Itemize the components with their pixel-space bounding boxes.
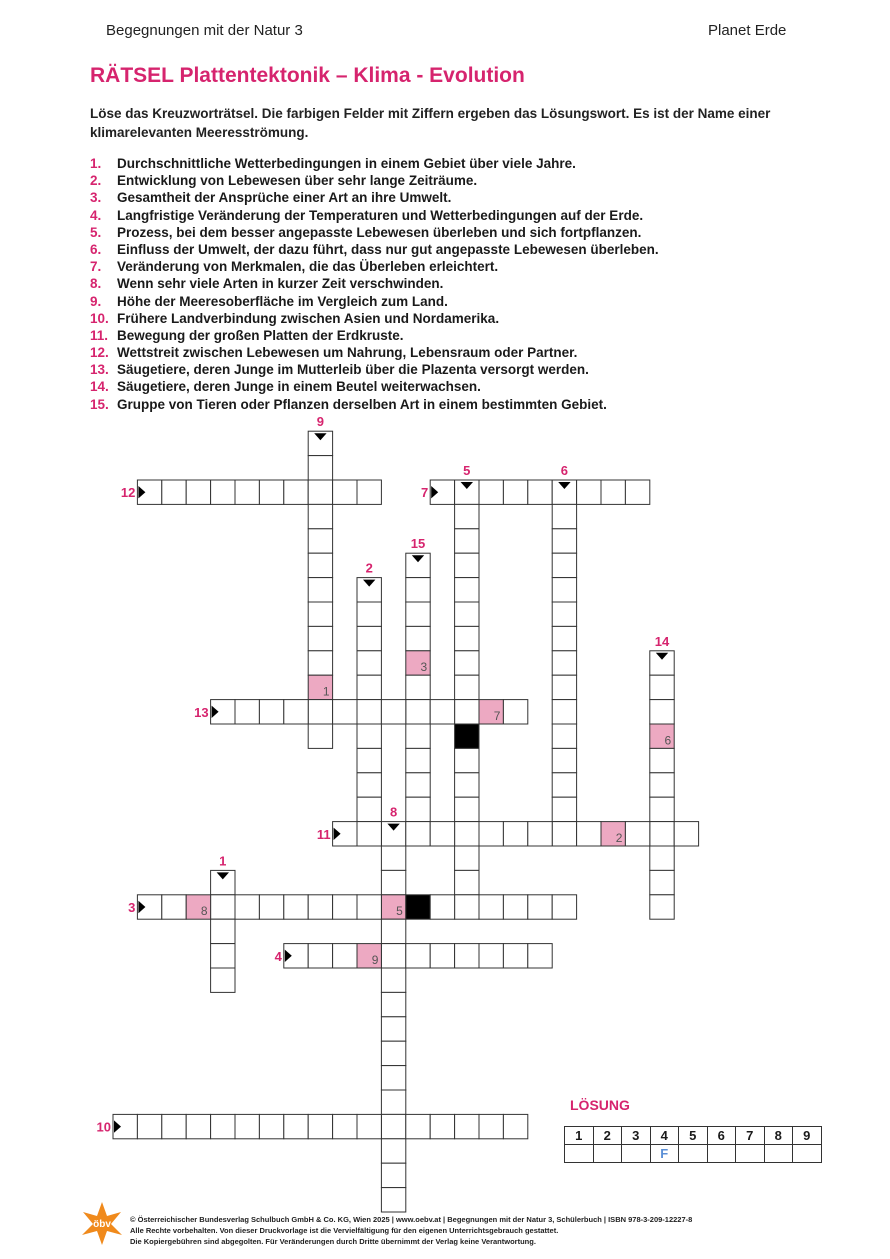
grid-cell[interactable]: [284, 700, 308, 724]
solution-number-cell: 6: [707, 1127, 736, 1145]
grid-cell[interactable]: [381, 1114, 405, 1138]
grid-cell[interactable]: [552, 822, 576, 846]
solution-answer-cell[interactable]: F: [650, 1145, 679, 1163]
instructions: Löse das Kreuzworträtsel. Die farbigen Felder mit Ziffern ergeben das Lösungswort. Es ist der Name einer klimarelevanten Meeresströmung.: [90, 106, 771, 140]
grid-cell[interactable]: [406, 944, 430, 968]
grid-cell[interactable]: [211, 895, 235, 919]
grid-cell[interactable]: [284, 895, 308, 919]
grid-cell[interactable]: [455, 602, 479, 626]
footer-line-1: © Österreichischer Bundesverlag Schulbuch GmbH & Co. KG, Wien 2025 | www.oebv.at | Begegnungen mit der Natur 3, Schülerbuch | ISBN 978-3-209-12227-8: [130, 1215, 693, 1224]
grid-cell[interactable]: [577, 822, 601, 846]
grid-cell[interactable]: [186, 1114, 210, 1138]
grid-cell[interactable]: [503, 700, 527, 724]
solution-cell-number: 2: [615, 831, 623, 845]
grid-cell[interactable]: [503, 944, 527, 968]
grid-cell[interactable]: [211, 919, 235, 943]
grid-cell[interactable]: [357, 724, 381, 748]
grid-cell[interactable]: [479, 822, 503, 846]
grid-cell[interactable]: [455, 626, 479, 650]
grid-cell[interactable]: [552, 626, 576, 650]
word-number-label: 9: [316, 414, 325, 430]
solution-cell-number: 6: [664, 733, 672, 748]
solution-answer-cell[interactable]: [679, 1145, 708, 1163]
grid-cell[interactable]: [455, 870, 479, 894]
solution-number-cell: 8: [764, 1127, 793, 1145]
grid-cell[interactable]: [357, 895, 381, 919]
grid-cell[interactable]: [406, 797, 430, 821]
grid-cell[interactable]: [552, 797, 576, 821]
grid-cell[interactable]: [381, 1066, 405, 1090]
grid-cell[interactable]: [235, 700, 259, 724]
grid-cell[interactable]: [357, 602, 381, 626]
grid-cell[interactable]: [528, 944, 552, 968]
solution-answer-row: [565, 1145, 822, 1163]
word-number-label: 10: [96, 1119, 111, 1135]
grid-cell[interactable]: [601, 480, 625, 504]
solution-label: LÖSUNG: [570, 1097, 630, 1113]
clue-text: Gesamtheit der Ansprüche einer Art an ihre Umwelt.: [117, 190, 452, 206]
grid-cell[interactable]: [308, 700, 332, 724]
clue-number: 10.: [90, 310, 109, 326]
page-title: RÄTSEL Plattentektonik – Klima - Evolution: [90, 64, 525, 87]
grid-cell[interactable]: [406, 626, 430, 650]
grid-cell[interactable]: [211, 480, 235, 504]
grid-cell[interactable]: [406, 675, 430, 699]
word-number-label: 3: [128, 900, 136, 915]
solution-cell-number: 1: [322, 684, 330, 699]
grid-cell[interactable]: [308, 456, 332, 480]
clue-number: 15.: [90, 396, 109, 412]
grid-cell[interactable]: [308, 553, 332, 577]
grid-cell[interactable]: [357, 797, 381, 821]
grid-cell[interactable]: [503, 822, 527, 846]
grid-cell[interactable]: [552, 724, 576, 748]
solution-cell-number: 8: [200, 904, 208, 919]
grid-cell[interactable]: [455, 822, 479, 846]
word-number-label: 6: [560, 463, 569, 478]
clue-number: 8.: [90, 276, 102, 292]
grid-cell[interactable]: [503, 895, 527, 919]
grid-cell[interactable]: [259, 700, 283, 724]
grid-cell[interactable]: [211, 944, 235, 968]
solution-cell-number: 3: [420, 660, 428, 675]
solution-number-cell: 4: [650, 1127, 679, 1145]
grid-cell[interactable]: [406, 1114, 430, 1138]
grid-cell[interactable]: [259, 1114, 283, 1138]
clue-text: Durchschnittliche Wetterbedingungen in einem Gebiet über viele Jahre.: [117, 156, 576, 171]
clue-number: 6.: [90, 241, 102, 257]
clue-number: 1.: [90, 156, 102, 171]
clue-number: 12.: [90, 345, 109, 361]
grid-cell[interactable]: [381, 1041, 405, 1065]
grid-cell[interactable]: [650, 773, 674, 797]
grid-cell[interactable]: [259, 480, 283, 504]
clue-number: 5.: [90, 224, 102, 240]
logo-text: öbv: [93, 1219, 111, 1230]
grid-cell[interactable]: [308, 651, 332, 675]
solution-cell-number: 5: [396, 904, 403, 919]
grid-cell[interactable]: [357, 773, 381, 797]
grid-cell[interactable]: [552, 602, 576, 626]
grid-cell[interactable]: [186, 480, 210, 504]
clue-number: 14.: [90, 379, 109, 395]
grid-cell[interactable]: [552, 675, 576, 699]
solution-answer-cell[interactable]: [565, 1145, 594, 1163]
header-book-title: Begegnungen mit der Natur 3: [106, 22, 303, 39]
grid-cell[interactable]: [650, 870, 674, 894]
solution-cell-number: 9: [371, 953, 379, 967]
grid-cell[interactable]: [552, 895, 576, 919]
grid-cell[interactable]: [528, 895, 552, 919]
grid-cell[interactable]: [455, 675, 479, 699]
grid-cell[interactable]: [455, 504, 479, 528]
grid-cell[interactable]: [259, 895, 283, 919]
grid-cell[interactable]: [406, 773, 430, 797]
footer-line-3: Die Kopiergebühren sind abgegolten. Für Veränderungen durch Dritte übernimmt der Verlag keine Verantwortung.: [130, 1237, 536, 1246]
clue-number: 9.: [90, 293, 102, 309]
clue-text: Veränderung von Merkmalen, die das Überleben erleichtert.: [117, 259, 499, 275]
grid-cell[interactable]: [357, 480, 381, 504]
grid-cell[interactable]: [406, 822, 430, 846]
grid-cell[interactable]: [430, 822, 454, 846]
word-number-label: 8: [389, 804, 398, 820]
grid-cell[interactable]: [479, 944, 503, 968]
grid-cell[interactable]: [674, 822, 698, 846]
word-number-label: 15: [410, 536, 426, 552]
grid-cell[interactable]: [406, 748, 430, 772]
clue-number: 11.: [90, 327, 109, 343]
copyright-footer: [130, 1214, 870, 1247]
grid-cell[interactable]: [162, 895, 186, 919]
grid-cell[interactable]: [235, 480, 259, 504]
grid-cell[interactable]: [406, 700, 430, 724]
word-number-label: 14: [654, 633, 670, 649]
publisher-logo: [80, 1200, 124, 1246]
solution-cell-number: 7: [493, 709, 501, 723]
grid-cell[interactable]: [552, 773, 576, 797]
grid-cell[interactable]: [308, 578, 332, 602]
grid-cell[interactable]: [455, 773, 479, 797]
grid-cell[interactable]: [650, 748, 674, 772]
clue-text: Wenn sehr viele Arten in kurzer Zeit verschwinden.: [117, 276, 444, 292]
word-number-label: 11: [316, 826, 331, 842]
grid-cell[interactable]: [625, 480, 649, 504]
clue-text: Säugetiere, deren Junge im Mutterleib über die Plazenta versorgt werden.: [117, 362, 589, 378]
word-number-label: 5: [463, 463, 471, 478]
grid-cell[interactable]: [381, 944, 405, 968]
grid-cell[interactable]: [211, 968, 235, 992]
solution-table: [564, 1126, 822, 1163]
clue-text: Entwicklung von Lebewesen über sehr lange Zeiträume.: [117, 173, 478, 189]
clue-text: Gruppe von Tieren oder Pflanzen derselben Art in einem bestimmten Gebiet.: [117, 396, 607, 412]
grid-cell[interactable]: [308, 480, 332, 504]
word-number-label: 2: [365, 560, 373, 576]
grid-cell[interactable]: [357, 626, 381, 650]
clue-number: 4.: [90, 207, 102, 223]
grid-cell[interactable]: [455, 578, 479, 602]
grid-cell[interactable]: [308, 626, 332, 650]
grid-cell[interactable]: [552, 504, 576, 528]
grid-cell[interactable]: [381, 968, 405, 992]
grid-cell[interactable]: [381, 846, 405, 870]
grid-cell[interactable]: [357, 700, 381, 724]
grid-cell[interactable]: [333, 1114, 357, 1138]
grid-cell[interactable]: [235, 895, 259, 919]
grid-cell[interactable]: [284, 480, 308, 504]
grid-cell[interactable]: [357, 822, 381, 846]
word-number-label: 4: [274, 948, 282, 964]
grid-cell[interactable]: [455, 700, 479, 724]
grid-cell[interactable]: [577, 480, 601, 504]
grid-cell[interactable]: [455, 944, 479, 968]
grid-cell[interactable]: [308, 602, 332, 626]
grid-cell[interactable]: [479, 480, 503, 504]
clue-text: Frühere Landverbindung zwischen Asien und Nordamerika.: [117, 310, 500, 326]
grid-cell[interactable]: [650, 846, 674, 870]
grid-cell[interactable]: [528, 822, 552, 846]
grid-cell[interactable]: [650, 822, 674, 846]
black-cell: [455, 724, 479, 748]
solution-answer-cell[interactable]: [793, 1145, 822, 1163]
grid-cell[interactable]: [479, 895, 503, 919]
grid-cell[interactable]: [381, 1188, 405, 1212]
solution-number-cell: 3: [622, 1127, 651, 1145]
grid-cell[interactable]: [455, 1114, 479, 1138]
grid-cell[interactable]: [357, 675, 381, 699]
clue-number: 2.: [90, 173, 102, 189]
grid-cell[interactable]: [381, 919, 405, 943]
word-number-label: 12: [120, 485, 136, 501]
grid-cell[interactable]: [503, 480, 527, 504]
grid-cell[interactable]: [381, 1163, 405, 1187]
grid-cell[interactable]: [357, 748, 381, 772]
grid-cell[interactable]: [333, 700, 357, 724]
grid-cell[interactable]: [357, 651, 381, 675]
grid-cell[interactable]: [650, 797, 674, 821]
grid-cell[interactable]: [333, 944, 357, 968]
grid-cell[interactable]: [430, 895, 454, 919]
grid-cell[interactable]: [137, 1114, 161, 1138]
solution-number-row: [565, 1127, 822, 1145]
grid-cell[interactable]: [406, 578, 430, 602]
grid-cell[interactable]: [430, 944, 454, 968]
grid-cell[interactable]: [308, 1114, 332, 1138]
grid-cell[interactable]: [357, 1114, 381, 1138]
grid-cell[interactable]: [552, 553, 576, 577]
solution-number-cell: 5: [679, 1127, 708, 1145]
grid-cell[interactable]: [552, 748, 576, 772]
grid-cell[interactable]: [381, 870, 405, 894]
grid-cell[interactable]: [406, 724, 430, 748]
grid-cell[interactable]: [308, 529, 332, 553]
header-chapter: Planet Erde: [708, 22, 787, 39]
solution-answer-cell[interactable]: [593, 1145, 622, 1163]
grid-cell[interactable]: [455, 846, 479, 870]
solution-number-cell: 7: [736, 1127, 765, 1145]
grid-cell[interactable]: [552, 700, 576, 724]
clue-text: Wettstreit zwischen Lebewesen um Nahrung, Lebensraum oder Partner.: [117, 345, 578, 361]
grid-cell[interactable]: [625, 822, 649, 846]
grid-cell[interactable]: [552, 529, 576, 553]
clue-number: 3.: [90, 190, 102, 206]
grid-cell[interactable]: [333, 895, 357, 919]
clue-number: 13.: [90, 362, 109, 378]
grid-cell[interactable]: [235, 1114, 259, 1138]
grid-cell[interactable]: [430, 700, 454, 724]
grid-cell[interactable]: [308, 504, 332, 528]
grid-cell[interactable]: [308, 944, 332, 968]
grid-cell[interactable]: [552, 651, 576, 675]
word-number-label: 1: [219, 853, 227, 869]
solution-answer-cell[interactable]: [707, 1145, 736, 1163]
grid-cell[interactable]: [455, 895, 479, 919]
solution-answer-cell[interactable]: [736, 1145, 765, 1163]
grid-cell[interactable]: [308, 724, 332, 748]
grid-cell[interactable]: [162, 480, 186, 504]
grid-cell[interactable]: [381, 1139, 405, 1163]
grid-cell[interactable]: [455, 748, 479, 772]
clue-number: 7.: [90, 259, 102, 275]
grid-cell[interactable]: [406, 602, 430, 626]
clue-text: Langfristige Veränderung der Temperaturen und Wetterbedingungen auf der Erde.: [117, 207, 644, 223]
grid-cell[interactable]: [211, 1114, 235, 1138]
black-cell: [406, 895, 430, 919]
grid-cell[interactable]: [381, 992, 405, 1016]
grid-cell[interactable]: [528, 480, 552, 504]
grid-cell[interactable]: [455, 529, 479, 553]
grid-cell[interactable]: [381, 1090, 405, 1114]
clue-text: Säugetiere, deren Junge in einem Beutel weiterwachsen.: [117, 379, 481, 395]
grid-cell[interactable]: [381, 700, 405, 724]
grid-cell[interactable]: [650, 675, 674, 699]
grid-cell[interactable]: [381, 1017, 405, 1041]
solution-answer-cell[interactable]: [622, 1145, 651, 1163]
grid-cell[interactable]: [284, 1114, 308, 1138]
grid-cell[interactable]: [308, 895, 332, 919]
grid-cell[interactable]: [455, 553, 479, 577]
clue-text: Höhe der Meeresoberfläche im Vergleich zum Land.: [117, 293, 448, 309]
grid-cell[interactable]: [430, 1114, 454, 1138]
solution-answer-cell[interactable]: [764, 1145, 793, 1163]
clue-text: Bewegung der großen Platten der Erdkruste.: [117, 327, 404, 343]
grid-cell[interactable]: [552, 578, 576, 602]
footer-line-2: Alle Rechte vorbehalten. Von dieser Druckvorlage ist die Vervielfältigung für den eigenen Unterrichtsgebrauch gestattet.: [130, 1226, 559, 1235]
grid-cell[interactable]: [503, 1114, 527, 1138]
grid-cell[interactable]: [455, 797, 479, 821]
grid-cell[interactable]: [455, 651, 479, 675]
solution-number-cell: 1: [565, 1127, 594, 1145]
grid-cell[interactable]: [333, 480, 357, 504]
grid-cell[interactable]: [650, 895, 674, 919]
clue-text: Einfluss der Umwelt, der dazu führt, dass nur gut angepasste Lebewesen überleben.: [117, 241, 659, 257]
solution-number-cell: 2: [593, 1127, 622, 1145]
word-number-label: 13: [194, 704, 209, 720]
word-number-label: 7: [420, 485, 429, 501]
grid-cell[interactable]: [650, 700, 674, 724]
grid-cell[interactable]: [479, 1114, 503, 1138]
clue-text: Prozess, bei dem besser angepasste Lebewesen überleben und sich fortpflanzen.: [117, 224, 642, 240]
solution-number-cell: 9: [793, 1127, 822, 1145]
grid-cell[interactable]: [162, 1114, 186, 1138]
